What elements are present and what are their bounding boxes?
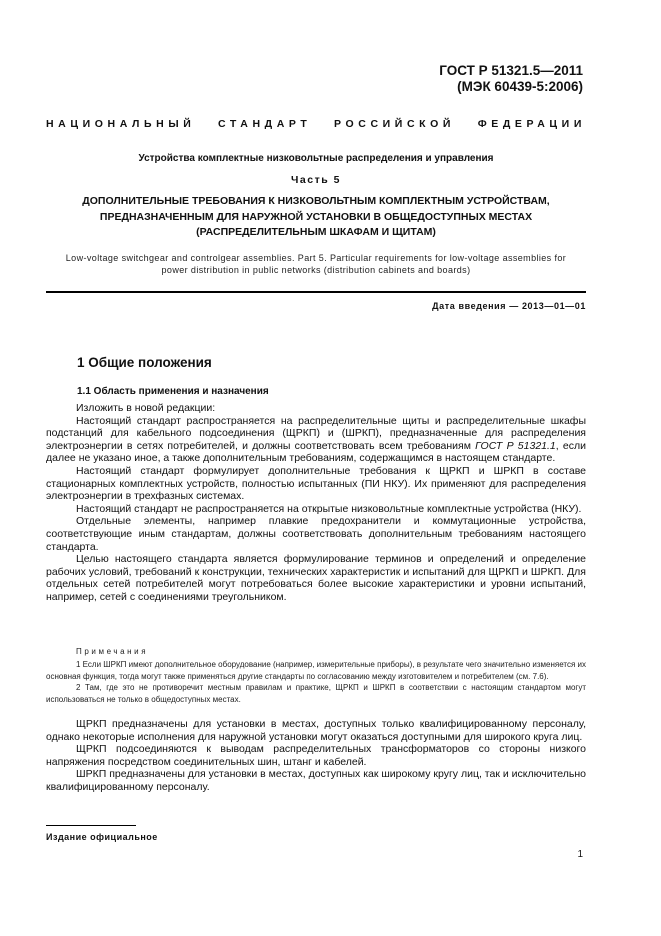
note-item: 1 Если ШРКП имеют дополнительное оборудование (например, измерительные приборы), в результате чего значительно изменяется их основная функция, тогда могут также применяться другие стандарты по согласованию между изготовителем и потребителем (см. 7.6). <box>46 660 586 681</box>
standard-number: ГОСТ Р 51321.5—2011 <box>439 63 583 78</box>
paragraph: Изложить в новой редакции: <box>76 402 216 414</box>
iec-reference: (МЭК 60439-5:2006) <box>457 79 583 94</box>
introduction-date: Дата введения — 2013—01—01 <box>432 301 586 311</box>
note-item: 2 Там, где это не противоречит местным правилам и практике, ЩРКП и ШРКП в соответствии с настоящим стандартом могут использоваться не только в общедоступных местах. <box>46 683 586 704</box>
banner-word: НАЦИОНАЛЬНЫЙ <box>46 118 196 130</box>
footer-divider <box>46 825 136 826</box>
national-standard-banner <box>46 118 586 130</box>
english-title <box>46 253 586 276</box>
paragraph <box>46 415 586 465</box>
notes-heading: Примечания <box>76 647 149 656</box>
notes-block <box>46 646 586 705</box>
standard-header <box>439 63 583 95</box>
paragraph: Целью настоящего стандарта является формулирование терминов и определений и определение рабочих условий, требований к конструкции, технических характеристик и испытаний для ЩРКП и ШРКП. Для отдельных сетей потребителей могут потребоваться более высокие характеристики и уровни испытаний, например, сетей с соединениями треугольником. <box>46 553 586 603</box>
paragraph: ШРКП предназначены для установки в местах, доступных как широкому кругу лиц, так и исключительно квалифицированному персоналу. <box>46 768 586 793</box>
paragraph-text: Настоящий стандарт распространяется на распределительные щиты и распределительные шкафы подстанций для кабельного подсоединения (ЩРКП) и (ШРКП), предназначенные для распределения электроэнергии в сетях потребителей, и должны соответствовать всем требованиям <box>46 414 586 452</box>
banner-word: ФЕДЕРАЦИИ <box>477 118 586 130</box>
banner-word: СТАНДАРТ <box>218 118 312 130</box>
banner-word: РОССИЙСКОЙ <box>334 118 456 130</box>
section-body-continued <box>46 718 586 794</box>
paragraph: Отдельные элементы, например плавкие предохранители и коммутационные устройства, соответствующие иным стандартам, должны соответствовать дополнительным требованиям настоящего стандарта. <box>46 515 586 553</box>
document-part: Часть 5 <box>291 174 341 186</box>
paragraph: Настоящий стандарт формулирует дополнительные требования к ЩРКП и ШРКП в составе стационарных комплектных устройств, полностью испытанных (ПИ НКУ). Их применяют для распределения электроэнергии в трехфазных системах. <box>46 464 586 503</box>
standard-reference: ГОСТ Р 51321.1 <box>475 439 556 452</box>
paragraph: Настоящий стандарт не распространяется на открытые низковольтные комплектные устройства (НКУ). <box>76 502 582 515</box>
title-main-line: (РАСПРЕДЕЛИТЕЛЬНЫМ ШКАФАМ И ЩИТАМ) <box>196 226 436 238</box>
title-main-line: ДОПОЛНИТЕЛЬНЫЕ ТРЕБОВАНИЯ К НИЗКОВОЛЬТНЫМ КОМПЛЕКТНЫМ УСТРОЙСТВАМ, <box>82 195 550 207</box>
section-heading: 1 Общие положения <box>77 355 212 370</box>
paragraph: ЩРКП подсоединяются к выводам распределительных трансформаторов со стороны низкого напряжения посредством соединительных шин, штанг и кабелей. <box>46 743 586 768</box>
official-edition-label: Издание официальное <box>46 832 158 842</box>
document-title-general: Устройства комплектные низковольтные распределения и управления <box>138 153 494 164</box>
english-title-line: power distribution in public networks (distribution cabinets and boards) <box>161 264 471 275</box>
page-number: 1 <box>577 849 583 860</box>
document-title-main <box>46 194 586 241</box>
section-body <box>46 402 586 604</box>
title-main-line: ПРЕДНАЗНАЧЕННЫМ ДЛЯ НАРУЖНОЙ УСТАНОВКИ В ОБЩЕДОСТУПНЫХ МЕСТАХ <box>99 210 533 223</box>
paragraph: ЩРКП предназначены для установки в местах, доступных только квалифицированному персоналу, однако некоторые исполнения для наружной установки могут оказаться доступными для широкого круга лиц. <box>46 718 586 743</box>
paragraph-text: , если далее не указано иное, а также дополнительным требованиям, содержащимся в настоящем стандарте. <box>46 439 586 465</box>
english-title-line: Low-voltage switchgear and controlgear assemblies. Part 5. Particular requirements for low-voltage assemblies for <box>65 253 567 263</box>
title-divider <box>46 291 586 293</box>
subsection-heading: 1.1 Область применения и назначения <box>77 386 269 397</box>
